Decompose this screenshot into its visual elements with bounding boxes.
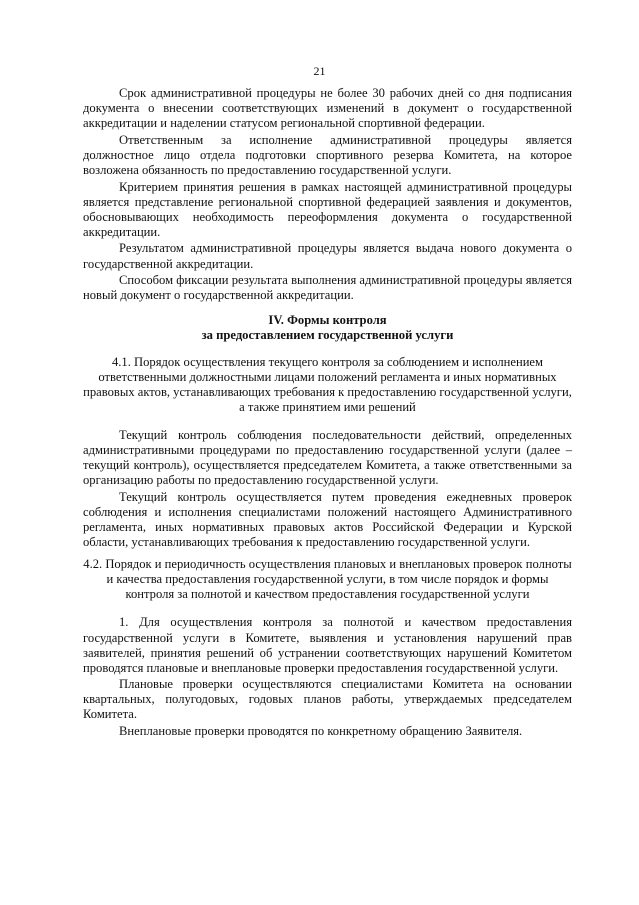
paragraph: Текущий контроль осуществляется путем проведения ежедневных проверок соблюдения и исполнения специалистами положений настоящего Административного регламента, иных нормативных правовых актов Российской Федерации и Курской области, устанавливающих требования к предоставлению государственной услуги.: [83, 489, 572, 550]
page-number: 21: [313, 64, 326, 78]
subsection-heading-4-2: 4.2. Порядок и периодичность осуществления плановых и внеплановых проверок полноты и качества предоставления государственной услуги, в том числе порядок и формы контроля за полнотой и качеством предоставления государственной услуги: [83, 557, 572, 602]
paragraph: Ответственным за исполнение административной процедуры является должностное лицо отдела подготовки спортивного резерва Комитета, на которое возложена обязанность по предоставлению государственной услуги.: [83, 132, 572, 177]
section-title-line2: за предоставлением государственной услуги: [201, 328, 454, 343]
paragraph: Плановые проверки осуществляются специалистами Комитета на основании квартальных, полугодовых, годовых планов работы, утверждаемых председателем Комитета.: [83, 677, 572, 722]
paragraph: 1. Для осуществления контроля за полнотой и качеством предоставления государственной услуги в Комитете, выявления и установления нарушений прав заявителей, принятия решений об устранении соответствующих нарушений Комитетом проводятся плановые и внеплановые проверки предоставления государственной услуги.: [83, 615, 572, 675]
paragraph: Внеплановые проверки проводятся по конкретному обращению Заявителя.: [119, 724, 523, 739]
subsection-heading-4-1: 4.1. Порядок осуществления текущего контроля за соблюдением и исполнением ответственными должностными лицами положений регламента и иных нормативных правовых актов, устанавливающих требования к предоставлению государственной услуги, а также принятием ими решений: [83, 354, 572, 414]
paragraph: Срок административной процедуры не более 30 рабочих дней со дня подписания документа о внесении соответствующих изменений в документ о государственной аккредитации и наделении статусом региональной спортивной федерации.: [83, 86, 572, 131]
paragraph: Текущий контроль соблюдения последовательности действий, определенных административными процедурами по предоставлению государственной услуги (далее – текущий контроль), осуществляется председателем Комитета, а также ответственными за организацию работы по предоставлению государственной услуги.: [83, 427, 572, 488]
section-title: IV. Формы контроля: [268, 313, 387, 328]
document-body: [83, 86, 572, 741]
paragraph: Критерием принятия решения в рамках настоящей административной процедуры является представление региональной спортивной федерацией заявления и документов, обосновывающих необходимость переоформления документа о государственной аккредитации.: [83, 179, 572, 239]
paragraph: Результатом административной процедуры является выдача нового документа о государственной аккредитации.: [83, 241, 572, 271]
paragraph: Способом фиксации результата выполнения административной процедуры является новый документ о государственной аккредитации.: [83, 273, 572, 303]
